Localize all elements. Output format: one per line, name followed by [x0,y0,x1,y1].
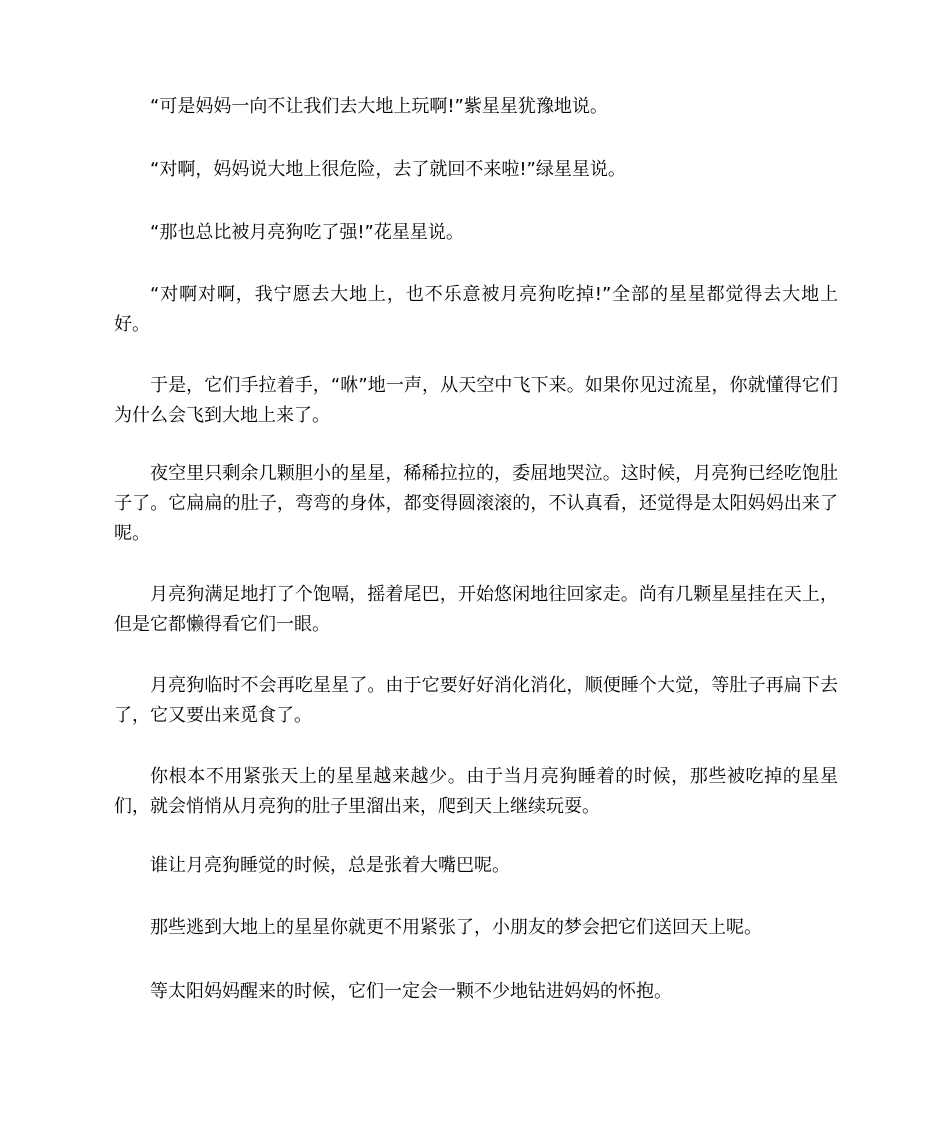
paragraph-4: “对啊对啊，我宁愿去大地上，也不乐意被月亮狗吃掉!”全部的星星都觉得去大地上好。 [114,284,838,335]
paragraph-2: “对啊，妈妈说大地上很危险，去了就回不来啦!”绿星星说。 [150,159,626,180]
paragraph-10: 谁让月亮狗睡觉的时候，总是张着大嘴巴呢。 [150,855,510,876]
paragraph-8: 月亮狗临时不会再吃星星了。由于它要好好消化消化，顺便睡个大觉，等肚子再扁下去了，它又要出来觅食了。 [114,675,838,726]
paragraph-12: 等太阳妈妈醒来的时候，它们一定会一颗不少地钻进妈妈的怀抱。 [150,981,672,1002]
paragraph-6: 夜空里只剩余几颗胆小的星星，稀稀拉拉的，委屈地哭泣。这时候，月亮狗已经吃饱肚子了。它扁扁的肚子，弯弯的身体，都变得圆滚滚的，不认真看，还觉得是太阳妈妈出来了呢。 [114,463,838,544]
paragraph-1: “可是妈妈一向不让我们去大地上玩啊!”紫星星犹豫地说。 [150,96,608,117]
paragraph-11: 那些逃到大地上的星星你就更不用紧张了，小朋友的梦会把它们送回天上呢。 [150,917,762,938]
paragraph-9: 你根本不用紧张天上的星星越来越少。由于当月亮狗睡着的时候，那些被吃掉的星星们，就会悄悄从月亮狗的肚子里溜出来，爬到天上继续玩耍。 [114,766,838,817]
paragraph-7: 月亮狗满足地打了个饱嗝，摇着尾巴，开始悠闲地往回家走。尚有几颗星星挂在天上，但是它都懒得看它们一眼。 [114,584,838,635]
paragraph-5: 于是，它们手拉着手，“咻”地一声，从天空中飞下来。如果你见过流星，你就懂得它们为什么会飞到大地上来了。 [114,375,838,426]
paragraph-3: “那也总比被月亮狗吃了强!”花星星说。 [150,222,464,243]
